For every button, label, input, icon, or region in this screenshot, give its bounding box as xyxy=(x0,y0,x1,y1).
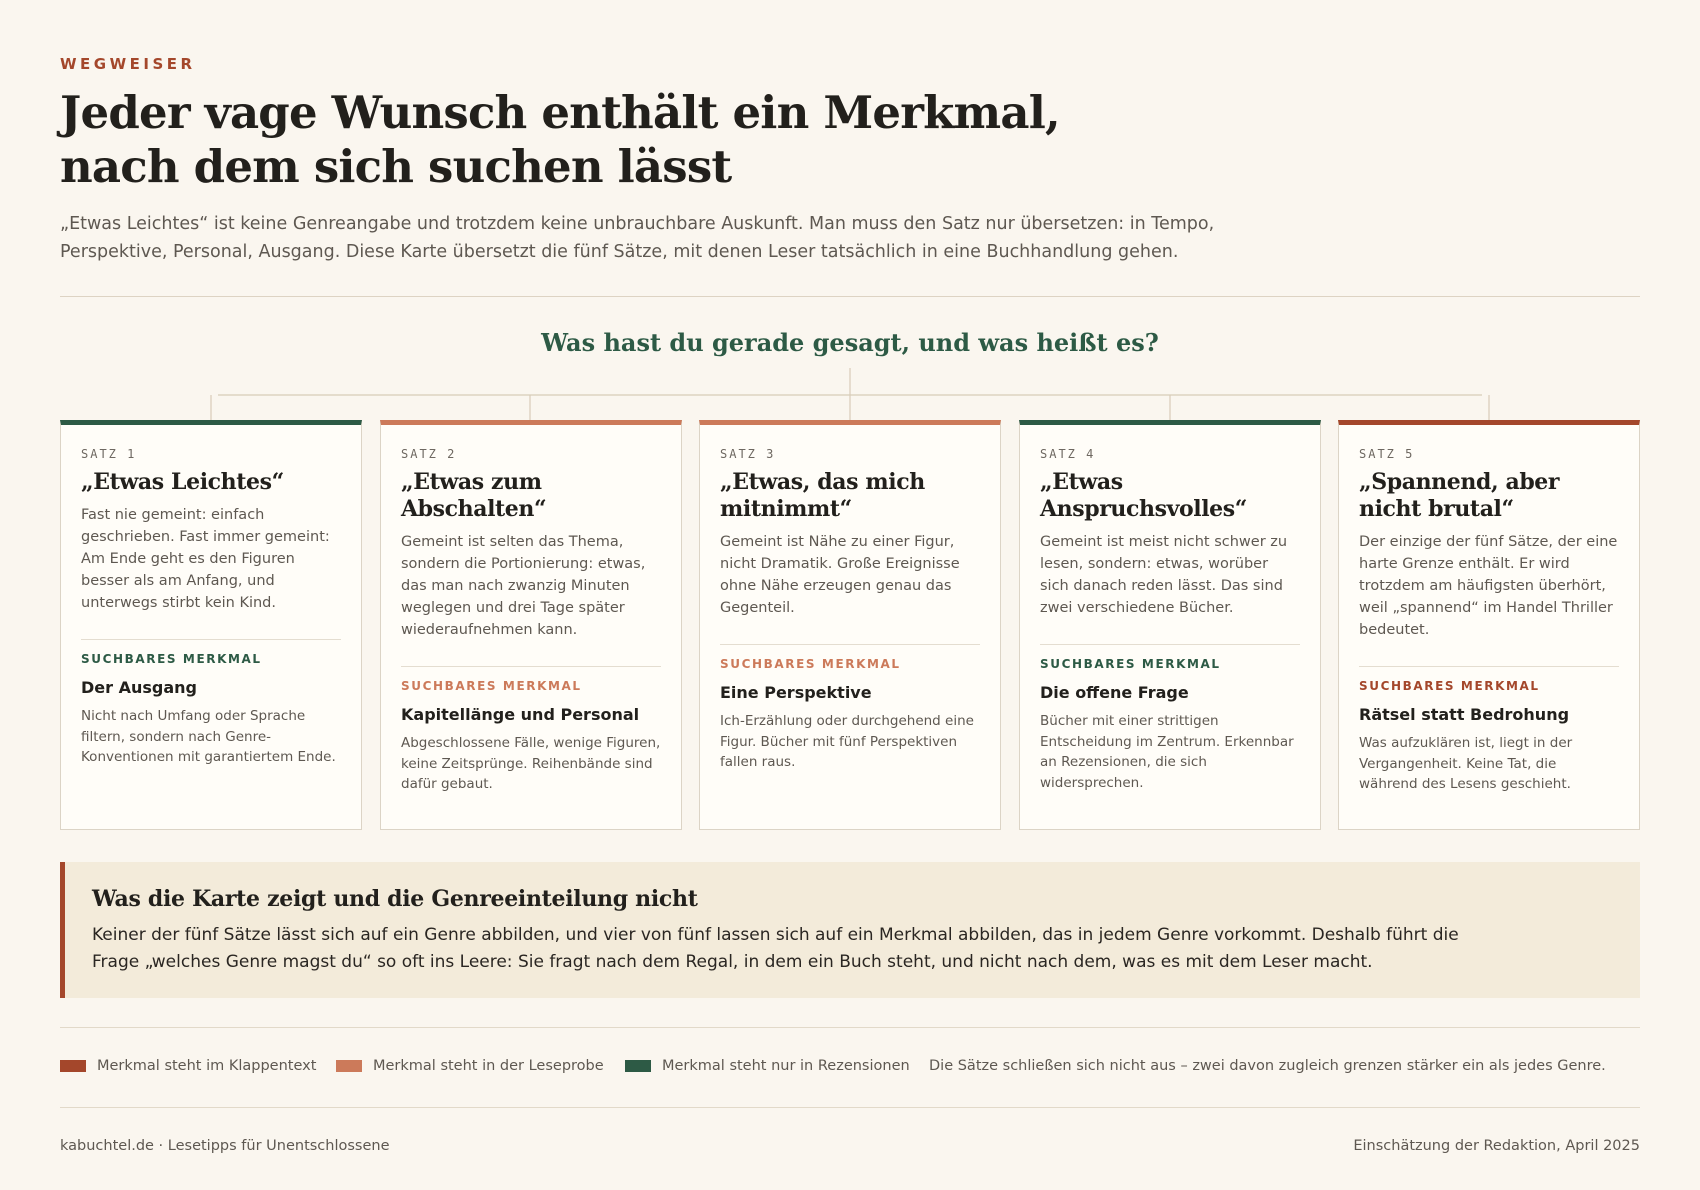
card-title: „Etwas Leichtes“ xyxy=(81,469,284,495)
legend-swatch xyxy=(336,1060,362,1072)
merkmal-label: SUCHBARES MERKMAL xyxy=(1040,657,1221,671)
legend-note xyxy=(929,1058,1606,1074)
kicker: WEGWEISER xyxy=(60,55,196,73)
card-number: SATZ 5 xyxy=(1359,447,1415,461)
card-satz-2 xyxy=(380,420,682,830)
card-satz-4 xyxy=(1019,420,1321,830)
legend-label: Merkmal steht im Klappentext xyxy=(97,1058,317,1074)
card-divider xyxy=(81,639,341,640)
legend xyxy=(60,1058,1640,1080)
legend-swatch xyxy=(625,1060,651,1072)
note-body: Keiner der fünf Sätze lässt sich auf ein Genre abbilden, und vier von fünf lassen sich auf ein Merkmal abbilden, das in jedem Genre vorkommt. Deshalb führt die Frage „welches Genre magst du“ so oft ins Leere: Sie fragt nach dem Regal, in dem ein Buch steht, und nicht nach dem, was es mit dem Leser macht. xyxy=(92,925,1459,972)
card-description: Gemeint ist Nähe zu einer Figur, nicht Dramatik. Große Ereignisse ohne Nähe erzeugen genau das Gegenteil. xyxy=(720,534,960,616)
legend-item-rezensionen xyxy=(625,1058,910,1074)
card-title: „Etwas, das mich mitnimmt“ xyxy=(720,469,925,522)
card-description: Der einzige der fünf Sätze, der eine harte Grenze enthält. Er wird trotzdem am häufigsten überhört, weil „spannend“ im Handel Thriller bedeutet. xyxy=(1359,534,1618,638)
merkmal-description: Was aufzuklären ist, liegt in der Vergangenheit. Keine Tat, die während des Lesens geschieht. xyxy=(1359,735,1573,792)
title-line-1: Jeder vage Wunsch enthält ein Merkmal, xyxy=(60,86,1060,139)
card-satz-1 xyxy=(60,420,362,830)
divider-legend-top xyxy=(60,1027,1640,1028)
merkmal-description: Abgeschlossene Fälle, wenige Figuren, keine Zeitsprünge. Reihenbände sind dafür gebaut. xyxy=(401,735,661,792)
legend-item-klappentext xyxy=(60,1058,316,1074)
legend-note-text: Die Sätze schließen sich nicht aus – zwei davon zugleich grenzen stärker ein als jedes Genre. xyxy=(929,1058,1606,1074)
merkmal-title: Der Ausgang xyxy=(81,678,197,697)
card-title: „Etwas zum Abschalten“ xyxy=(401,469,547,522)
divider-top xyxy=(60,296,1640,297)
card-description: Gemeint ist selten das Thema, sondern die Portionierung: etwas, das man nach zwanzig Minuten weglegen und drei Tage später wiederaufnehmen kann. xyxy=(401,534,646,638)
title-line-2: nach dem sich suchen lässt xyxy=(60,140,732,193)
card-divider xyxy=(720,644,980,645)
merkmal-label: SUCHBARES MERKMAL xyxy=(81,652,262,666)
card-number: SATZ 1 xyxy=(81,447,137,461)
merkmal-label: SUCHBARES MERKMAL xyxy=(720,657,901,671)
divider-legend-bottom xyxy=(60,1107,1640,1108)
card-divider xyxy=(401,666,661,667)
sentence-cards xyxy=(60,420,1640,830)
merkmal-title: Rätsel statt Bedrohung xyxy=(1359,705,1570,724)
footer-credit: Einschätzung der Redaktion, April 2025 xyxy=(1353,1138,1640,1154)
card-description: Gemeint ist meist nicht schwer zu lesen, sondern: etwas, worüber sich danach reden lässt. Das sind zwei verschiedene Bücher. xyxy=(1040,534,1288,616)
card-number: SATZ 3 xyxy=(720,447,776,461)
note-title: Was die Karte zeigt und die Genreeinteilung nicht xyxy=(92,886,698,912)
legend-swatch xyxy=(60,1060,86,1072)
card-divider xyxy=(1359,666,1619,667)
card-number: SATZ 4 xyxy=(1040,447,1096,461)
merkmal-title: Eine Perspektive xyxy=(720,683,872,702)
legend-item-leseprobe xyxy=(336,1058,604,1074)
connector-tree xyxy=(60,368,1640,424)
merkmal-description: Bücher mit einer strittigen Entscheidung im Zentrum. Erkennbar an Rezensionen, die sich widersprechen. xyxy=(1040,713,1294,791)
merkmal-description: Ich-Erzählung oder durchgehend eine Figur. Bücher mit fünf Perspektiven fallen raus. xyxy=(720,713,974,770)
central-question: Was hast du gerade gesagt, und was heißt es? xyxy=(541,328,1159,357)
footer-source: kabuchtel.de · Lesetipps für Unentschlossene xyxy=(60,1138,390,1154)
merkmal-title: Kapitellänge und Personal xyxy=(401,705,640,724)
merkmal-title: Die offene Frage xyxy=(1040,683,1189,702)
merkmal-label: SUCHBARES MERKMAL xyxy=(401,679,582,693)
page-title xyxy=(60,86,1160,194)
card-divider xyxy=(1040,644,1300,645)
card-description: Fast nie gemeint: einfach geschrieben. Fast immer gemeint: Am Ende geht es den Figuren besser als am Anfang, und unterwegs stirbt kein Kind. xyxy=(81,507,330,611)
legend-label: Merkmal steht in der Leseprobe xyxy=(373,1058,604,1074)
lede: „Etwas Leichtes“ ist keine Genreangabe und trotzdem keine unbrauchbare Auskunft. Man muss den Satz nur übersetzen: in Tempo, Perspektive, Personal, Ausgang. Diese Karte übersetzt die fünf Sätze, mit denen Leser tatsächlich in eine Buchhandlung gehen. xyxy=(60,214,1215,262)
card-title: „Etwas Anspruchsvolles“ xyxy=(1040,469,1248,522)
card-title: „Spannend, aber nicht brutal“ xyxy=(1359,469,1560,522)
callout-note xyxy=(60,862,1640,998)
card-satz-5 xyxy=(1338,420,1640,830)
page xyxy=(60,0,1640,1190)
card-satz-3 xyxy=(699,420,1001,830)
merkmal-label: SUCHBARES MERKMAL xyxy=(1359,679,1540,693)
merkmal-description: Nicht nach Umfang oder Sprache filtern, sondern nach Genre-Konventionen mit garantiertem Ende. xyxy=(81,708,336,765)
legend-label: Merkmal steht nur in Rezensionen xyxy=(662,1058,910,1074)
card-number: SATZ 2 xyxy=(401,447,457,461)
